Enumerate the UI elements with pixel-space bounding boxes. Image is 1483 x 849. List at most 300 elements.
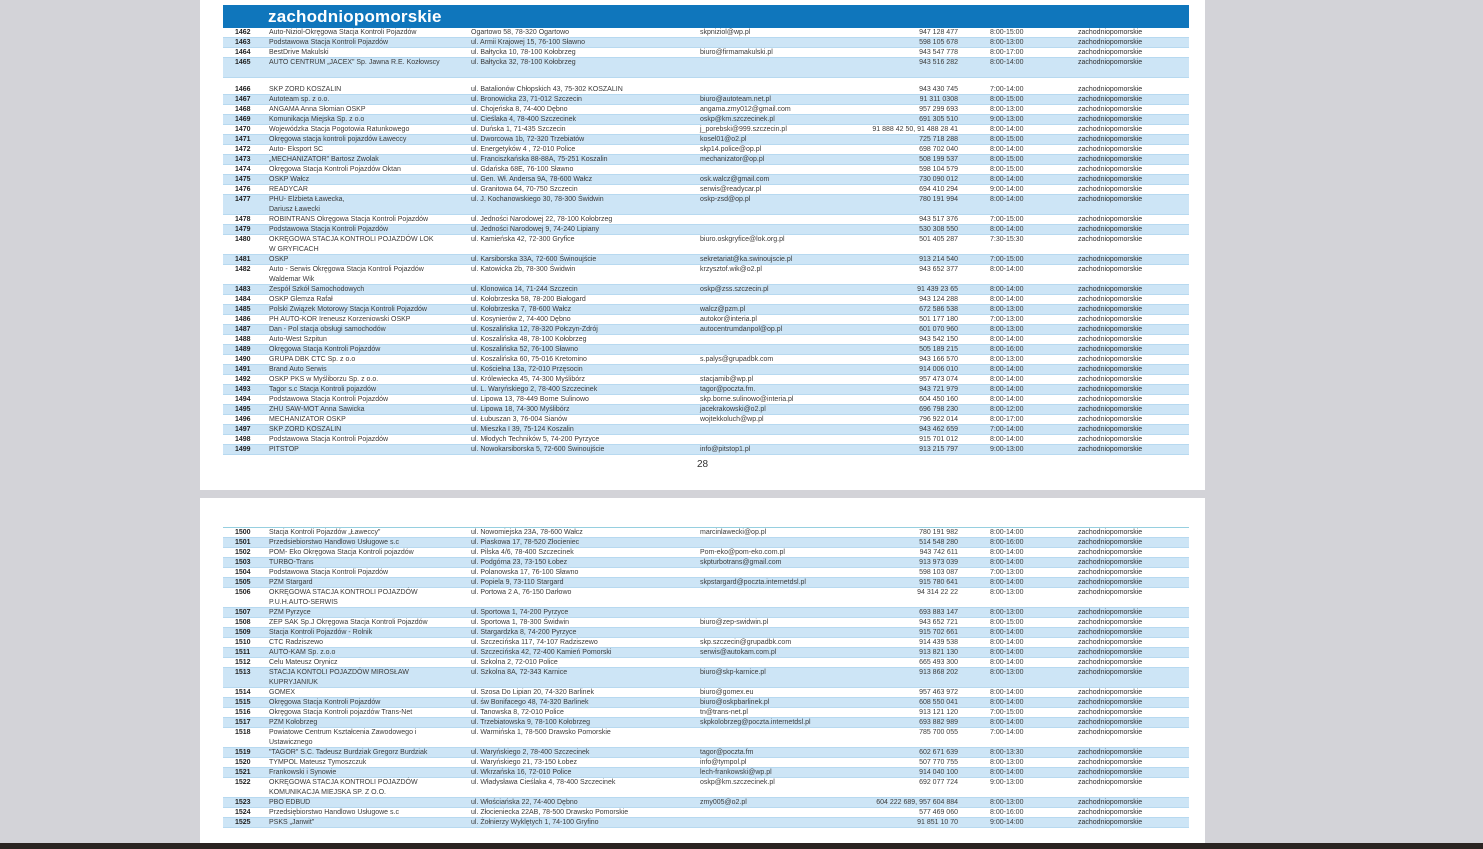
table-row bbox=[223, 185, 1189, 195]
table-row bbox=[223, 48, 1189, 58]
cell-name: Podstawowa Stacja Kontroli Pojazdów bbox=[269, 396, 389, 403]
cell-name: OSKP PKS w Myśliborzu Sp. z o.o. bbox=[269, 376, 379, 383]
cell-name: Polski Związek Motorowy Stacja Kontroli Pojazdów bbox=[269, 306, 427, 313]
stations-table-page2 bbox=[223, 527, 1189, 828]
cell-region: zachodniopomorskie bbox=[1078, 779, 1143, 786]
cell-region: zachodniopomorskie bbox=[1078, 669, 1143, 676]
cell-number: 1524 bbox=[235, 809, 251, 816]
cell-name: Przedsiębiorstwo Handlowo Usługowe s.c bbox=[269, 809, 399, 816]
table-row bbox=[223, 768, 1189, 778]
cell-hours: 9:00-14:00 bbox=[990, 186, 1024, 193]
cell-phone: 943 742 611 bbox=[919, 549, 958, 556]
cell-email: zmy005@o2.pl bbox=[700, 799, 747, 806]
cell-address: ul. Sportowa 1, 78-300 Świdwin bbox=[471, 619, 570, 626]
cell-address: ul. Łubuszan 3, 76-004 Sianów bbox=[471, 416, 568, 423]
table-row bbox=[223, 365, 1189, 375]
cell-phone: 665 493 300 bbox=[919, 659, 958, 666]
table-row bbox=[223, 105, 1189, 115]
cell-phone: 943 652 377 bbox=[919, 266, 958, 273]
cell-number: 1498 bbox=[235, 436, 251, 443]
cell-region: zachodniopomorskie bbox=[1078, 719, 1143, 726]
table-row bbox=[223, 758, 1189, 768]
cell-phone: 796 922 014 bbox=[919, 416, 958, 423]
cell-phone: 957 299 693 bbox=[919, 106, 958, 113]
cell-phone: 693 883 147 bbox=[919, 609, 958, 616]
cell-region: zachodniopomorskie bbox=[1078, 166, 1143, 173]
cell-email: jacekrakowski@o2.pl bbox=[700, 406, 766, 413]
cell-phone: 947 128 477 bbox=[919, 29, 958, 36]
cell-hours: 8:00-14:00 bbox=[990, 59, 1024, 66]
cell-email: sekretariat@ka.swinoujscie.pl bbox=[700, 256, 793, 263]
cell-number: 1472 bbox=[235, 146, 251, 153]
cell-number: 1486 bbox=[235, 316, 251, 323]
cell-email: biuro@oskpbarlinek.pl bbox=[700, 699, 770, 706]
cell-name: POM- Eko Okręgowa Stacja Kontroli pojazdów bbox=[269, 549, 414, 556]
cell-name: SKP ZORD KOSZALIN bbox=[269, 86, 342, 93]
cell-address: ul. Nowomiejska 23A, 78-600 Wałcz bbox=[471, 529, 583, 536]
cell-name: Komunikacja Miejska Sp. z o.o bbox=[269, 116, 365, 123]
cell-number: 1475 bbox=[235, 176, 251, 183]
cell-number: 1517 bbox=[235, 719, 251, 726]
cell-hours: 7:00-14:00 bbox=[990, 86, 1024, 93]
cell-hours: 9:00-13:00 bbox=[990, 446, 1024, 453]
cell-number: 1523 bbox=[235, 799, 251, 806]
cell-region: zachodniopomorskie bbox=[1078, 49, 1143, 56]
cell-name: Brand Auto Serwis bbox=[269, 366, 327, 373]
cell-phone: 943 516 282 bbox=[919, 59, 958, 66]
cell-address: ul. Karsiborska 33A, 72-600 Świnoujście bbox=[471, 256, 597, 263]
cell-address: ul. Trzebiatowska 9, 78-100 Kołobrzeg bbox=[471, 719, 591, 726]
cell-name: „MECHANIZATOR” Bartosz Zwolak bbox=[269, 156, 379, 163]
cell-region: zachodniopomorskie bbox=[1078, 819, 1143, 826]
cell-email: skpstargard@poczta.internetdsl.pl bbox=[700, 579, 806, 586]
cell-region: zachodniopomorskie bbox=[1078, 126, 1143, 133]
cell-address: ul. Koszalińska 60, 75-016 Kretomino bbox=[471, 356, 587, 363]
spacer-row bbox=[223, 78, 1189, 85]
cell-name: OKRĘGOWA STACJA KONTROLI POJAZDÓW KOMUNIKACJA MIEJSKA SP. Z O.O. bbox=[269, 779, 418, 796]
table-row bbox=[223, 658, 1189, 668]
cell-hours: 8:00-15:00 bbox=[990, 166, 1024, 173]
cell-number: 1497 bbox=[235, 426, 251, 433]
table-row bbox=[223, 225, 1189, 235]
cell-hours: 8:00-13:00 bbox=[990, 106, 1024, 113]
table-row bbox=[223, 588, 1189, 608]
cell-number: 1474 bbox=[235, 166, 251, 173]
cell-phone: 672 586 538 bbox=[919, 306, 958, 313]
cell-address: ul. Koszalińska 52, 76-100 Sławno bbox=[471, 346, 579, 353]
cell-phone: 501 177 180 bbox=[919, 316, 958, 323]
cell-hours: 8:00-14:00 bbox=[990, 296, 1024, 303]
cell-number: 1465 bbox=[235, 59, 251, 66]
cell-region: zachodniopomorskie bbox=[1078, 629, 1143, 636]
cell-hours: 8:00-14:00 bbox=[990, 126, 1024, 133]
page-28 bbox=[200, 0, 1205, 490]
cell-hours: 8:00-14:00 bbox=[990, 689, 1024, 696]
cell-name: PZM Stargard bbox=[269, 579, 313, 586]
cell-number: 1462 bbox=[235, 29, 251, 36]
cell-phone: 577 469 060 bbox=[919, 809, 958, 816]
cell-address: ul. Bałtycka 10, 78-100 Kołobrzeg bbox=[471, 49, 576, 56]
cell-phone: 943 462 659 bbox=[919, 426, 958, 433]
cell-name: Stacja Kontroli Pojazdów - Rolnik bbox=[269, 629, 373, 636]
cell-address: ul. Bałtycka 32, 78-100 Kołobrzeg bbox=[471, 59, 576, 66]
cell-hours: 8:00-15:00 bbox=[990, 619, 1024, 626]
cell-email: skp.szczecin@grupadbk.com bbox=[700, 639, 792, 646]
cell-phone: 602 671 639 bbox=[919, 749, 958, 756]
cell-number: 1489 bbox=[235, 346, 251, 353]
cell-hours: 8:00-14:00 bbox=[990, 336, 1024, 343]
cell-number: 1490 bbox=[235, 356, 251, 363]
cell-hours: 8:00-14:00 bbox=[990, 176, 1024, 183]
cell-region: zachodniopomorskie bbox=[1078, 316, 1143, 323]
cell-name: Wojewódzka Stacja Pogotowia Ratunkowego bbox=[269, 126, 410, 133]
table-row bbox=[223, 345, 1189, 355]
cell-hours: 8:00-14:00 bbox=[990, 366, 1024, 373]
cell-phone: 913 973 039 bbox=[919, 559, 958, 566]
table-row bbox=[223, 335, 1189, 345]
cell-number: 1495 bbox=[235, 406, 251, 413]
table-row bbox=[223, 435, 1189, 445]
table-row bbox=[223, 538, 1189, 548]
cell-email: biuro@zep-swidwin.pl bbox=[700, 619, 769, 626]
cell-region: zachodniopomorskie bbox=[1078, 346, 1143, 353]
cell-hours: 8:00-14:00 bbox=[990, 639, 1024, 646]
cell-phone: 957 463 972 bbox=[919, 689, 958, 696]
cell-region: zachodniopomorskie bbox=[1078, 396, 1143, 403]
cell-phone: 914 006 010 bbox=[919, 366, 958, 373]
cell-phone: 530 308 550 bbox=[919, 226, 958, 233]
cell-region: zachodniopomorskie bbox=[1078, 759, 1143, 766]
cell-hours: 8:00-14:00 bbox=[990, 769, 1024, 776]
cell-email: oskp@km.szczecinek.pl bbox=[700, 779, 775, 786]
cell-address: ul. Waryńskiego 2, 78-400 Szczecinek bbox=[471, 749, 590, 756]
table-row bbox=[223, 718, 1189, 728]
cell-phone: 505 189 215 bbox=[919, 346, 958, 353]
cell-number: 1504 bbox=[235, 569, 251, 576]
table-row bbox=[223, 528, 1189, 538]
cell-phone: 957 473 074 bbox=[919, 376, 958, 383]
cell-hours: 8:00-12:00 bbox=[990, 406, 1024, 413]
cell-address: ul. Klonowica 14, 71-244 Szczecin bbox=[471, 286, 578, 293]
cell-address: ul. Kosynierów 2, 74-400 Dębno bbox=[471, 316, 571, 323]
cell-number: 1507 bbox=[235, 609, 251, 616]
cell-address: ul. Jedności Narodowej 22, 78-100 Kołobrzeg bbox=[471, 216, 613, 223]
cell-name: OKRĘGOWA STACJA KONTROLI POJAZDÓW LOK W GRYFICACH bbox=[269, 236, 434, 253]
cell-address: ul. Królewiecka 45, 74-300 Myślibórz bbox=[471, 376, 585, 383]
cell-name: Autoteam sp. z o.o. bbox=[269, 96, 330, 103]
cell-hours: 8:00-14:00 bbox=[990, 549, 1024, 556]
table-row bbox=[223, 395, 1189, 405]
cell-region: zachodniopomorskie bbox=[1078, 116, 1143, 123]
cell-number: 1494 bbox=[235, 396, 251, 403]
cell-phone: 604 222 689, 957 604 884 bbox=[876, 799, 958, 806]
cell-name: OSKP Wałcz bbox=[269, 176, 310, 183]
cell-address: ul. Gdańska 68E, 76-100 Sławno bbox=[471, 166, 574, 173]
table-row bbox=[223, 325, 1189, 335]
table-row bbox=[223, 798, 1189, 808]
cell-number: 1476 bbox=[235, 186, 251, 193]
cell-address: ul. Nowokarsiborska 5, 72-600 Świnoujście bbox=[471, 446, 605, 453]
cell-region: zachodniopomorskie bbox=[1078, 366, 1143, 373]
cell-address: ul. Franciszkańska 88-88A, 75-251 Koszalin bbox=[471, 156, 608, 163]
cell-phone: 693 882 989 bbox=[919, 719, 958, 726]
cell-region: zachodniopomorskie bbox=[1078, 176, 1143, 183]
cell-number: 1488 bbox=[235, 336, 251, 343]
table-row bbox=[223, 175, 1189, 185]
cell-name: Powiatowe Centrum Kształcenia Zawodowego i Ustawicznego bbox=[269, 729, 417, 746]
cell-phone: 943 542 150 bbox=[919, 336, 958, 343]
cell-number: 1463 bbox=[235, 39, 251, 46]
table-row bbox=[223, 315, 1189, 325]
cell-address: ul. Koszalińska 48, 78-100 Kołobrzeg bbox=[471, 336, 587, 343]
cell-number: 1493 bbox=[235, 386, 251, 393]
cell-name: MECHANIZATOR OSKP bbox=[269, 416, 346, 423]
cell-address: ul. Kościelna 13a, 72-010 Przęsocin bbox=[471, 366, 583, 373]
cell-hours: 8:00-15:00 bbox=[990, 96, 1024, 103]
table-row bbox=[223, 708, 1189, 718]
cell-number: 1512 bbox=[235, 659, 251, 666]
cell-address: ul. Stargardzka 8, 74-200 Pyrzyce bbox=[471, 629, 577, 636]
cell-name: Okręgowa Stacja Kontroli pojazdów Trans-Net bbox=[269, 709, 413, 716]
cell-region: zachodniopomorskie bbox=[1078, 96, 1143, 103]
cell-email: tagor@poczta.fm bbox=[700, 749, 754, 756]
cell-email: info@pitstop1.pl bbox=[700, 446, 751, 453]
cell-email: serwis@autokam.com.pl bbox=[700, 649, 777, 656]
cell-name: ROBINTRANS Okręgowa Stacja Kontroli Pojazdów bbox=[269, 216, 429, 223]
cell-region: zachodniopomorskie bbox=[1078, 659, 1143, 666]
cell-address: ul. Sportowa 1, 74-200 Pyrzyce bbox=[471, 609, 569, 616]
cell-region: zachodniopomorskie bbox=[1078, 156, 1143, 163]
cell-hours: 8:00-14:00 bbox=[990, 649, 1024, 656]
cell-region: zachodniopomorskie bbox=[1078, 699, 1143, 706]
cell-number: 1473 bbox=[235, 156, 251, 163]
cell-hours: 8:00-14:00 bbox=[990, 396, 1024, 403]
cell-hours: 8:00-13:00 bbox=[990, 759, 1024, 766]
cell-address: ul. Szczecińska 42, 72-400 Kamień Pomorski bbox=[471, 649, 612, 656]
cell-name: OSKP bbox=[269, 256, 289, 263]
cell-address: ul. Portowa 2 A, 76-150 Darłowo bbox=[471, 589, 572, 596]
table-row bbox=[223, 628, 1189, 638]
cell-number: 1503 bbox=[235, 559, 251, 566]
cell-address: ul. Popiela 9, 73-110 Stargard bbox=[471, 579, 564, 586]
table-row bbox=[223, 668, 1189, 688]
cell-name: "TAGOR" S.C. Tadeusz Burdziak Gregorz Burdziak bbox=[269, 749, 428, 756]
table-row bbox=[223, 295, 1189, 305]
cell-name: PITSTOP bbox=[269, 446, 299, 453]
cell-hours: 8:00-13:30 bbox=[990, 749, 1024, 756]
cell-name: Frankowski i Synowie bbox=[269, 769, 337, 776]
table-row bbox=[223, 688, 1189, 698]
table-row bbox=[223, 548, 1189, 558]
cell-email: biuro@skp-karnice.pl bbox=[700, 669, 766, 676]
cell-name: READYCAR bbox=[269, 186, 308, 193]
cell-email: s.palys@grupadbk.com bbox=[700, 356, 774, 363]
stations-table-page1 bbox=[223, 5, 1189, 455]
cell-hours: 8:00-14:00 bbox=[990, 226, 1024, 233]
cell-address: ul. Kołobrzeska 58, 78-200 Białogard bbox=[471, 296, 586, 303]
cell-region: zachodniopomorskie bbox=[1078, 196, 1143, 203]
cell-name: Okręgowa Stacja Kontroli Pojazdów bbox=[269, 699, 381, 706]
table-row bbox=[223, 748, 1189, 758]
cell-hours: 8:00-17:00 bbox=[990, 49, 1024, 56]
cell-address: ul. Szkolna 8A, 72-343 Karnice bbox=[471, 669, 568, 676]
cell-address: Ogartowo 58, 78-320 Ogartowo bbox=[471, 29, 570, 36]
cell-hours: 8:00-13:00 bbox=[990, 589, 1024, 596]
cell-address: ul. Polanowska 17, 76-100 Sławno bbox=[471, 569, 579, 576]
cell-phone: 601 070 960 bbox=[919, 326, 958, 333]
cell-region: zachodniopomorskie bbox=[1078, 569, 1143, 576]
cell-phone: 691 305 510 bbox=[919, 116, 958, 123]
cell-number: 1468 bbox=[235, 106, 251, 113]
cell-hours: 7:00-15:00 bbox=[990, 709, 1024, 716]
cell-email: oskp@km.szczecinek.pl bbox=[700, 116, 775, 123]
cell-region: zachodniopomorskie bbox=[1078, 426, 1143, 433]
cell-number: 1506 bbox=[235, 589, 251, 596]
cell-phone: 698 702 040 bbox=[919, 146, 958, 153]
cell-number: 1502 bbox=[235, 549, 251, 556]
table-row bbox=[223, 38, 1189, 48]
cell-region: zachodniopomorskie bbox=[1078, 619, 1143, 626]
table-row bbox=[223, 265, 1189, 285]
cell-name: Podstawowa Stacja Kontroli Pojazdów bbox=[269, 436, 389, 443]
cell-number: 1484 bbox=[235, 296, 251, 303]
cell-region: zachodniopomorskie bbox=[1078, 406, 1143, 413]
cell-number: 1479 bbox=[235, 226, 251, 233]
cell-hours: 8:00-14:00 bbox=[990, 629, 1024, 636]
cell-region: zachodniopomorskie bbox=[1078, 769, 1143, 776]
cell-email: skpniziol@wp.pl bbox=[700, 29, 751, 36]
cell-phone: 91 439 23 65 bbox=[917, 286, 958, 293]
cell-name: AUTO CENTRUM „JACEX” Sp. Jawna R.E. Kozłowscy bbox=[269, 59, 440, 66]
table-row bbox=[223, 618, 1189, 628]
cell-hours: 8:00-16:00 bbox=[990, 539, 1024, 546]
cell-number: 1483 bbox=[235, 286, 251, 293]
cell-region: zachodniopomorskie bbox=[1078, 749, 1143, 756]
cell-address: ul. Pilska 4/6, 78-400 Szczecinek bbox=[471, 549, 574, 556]
cell-region: zachodniopomorskie bbox=[1078, 609, 1143, 616]
cell-number: 1492 bbox=[235, 376, 251, 383]
table-row bbox=[223, 385, 1189, 395]
cell-number: 1515 bbox=[235, 699, 251, 706]
cell-hours: 7:00-13:00 bbox=[990, 569, 1024, 576]
bottom-bar bbox=[0, 843, 1483, 849]
table-row bbox=[223, 728, 1189, 748]
cell-phone: 730 090 012 bbox=[919, 176, 958, 183]
cell-email: skp.borne.sulinowo@interia.pl bbox=[700, 396, 794, 403]
cell-email: serwis@readycar.pl bbox=[700, 186, 762, 193]
cell-hours: 7:00-14:00 bbox=[990, 729, 1024, 736]
cell-region: zachodniopomorskie bbox=[1078, 649, 1143, 656]
cell-address: ul. Władysława Cieślaka 4, 78-400 Szczecinek bbox=[471, 779, 616, 786]
cell-phone: 94 314 22 22 bbox=[917, 589, 958, 596]
cell-name: Podstawowa Stacja Kontroli Pojazdów bbox=[269, 39, 389, 46]
cell-email: oskp-zsd@op.pl bbox=[700, 196, 751, 203]
cell-name: PSKS „Janwit” bbox=[269, 819, 315, 826]
cell-address: ul. Warmińska 1, 78-500 Drawsko Pomorskie bbox=[471, 729, 611, 736]
cell-address: ul. Piaskowa 17, 78-520 Złocieniec bbox=[471, 539, 580, 546]
region-header bbox=[223, 5, 1189, 28]
cell-address: ul. Szczecińska 117, 74-107 Radziszewo bbox=[471, 639, 598, 646]
cell-name: TURBO-Trans bbox=[269, 559, 314, 566]
cell-address: ul. Lipowa 13, 78-449 Borne Sulinowo bbox=[471, 396, 589, 403]
cell-address: ul. Tanowska 8, 72-010 Police bbox=[471, 709, 564, 716]
cell-hours: 8:00-17:00 bbox=[990, 416, 1024, 423]
cell-phone: 780 191 982 bbox=[919, 529, 958, 536]
cell-name: AUTO-KAM Sp. z.o.o bbox=[269, 649, 336, 656]
cell-address: ul. Energetyków 4 , 72-010 Police bbox=[471, 146, 576, 153]
cell-number: 1519 bbox=[235, 749, 251, 756]
cell-email: krzysztof.wik@o2.pl bbox=[700, 266, 762, 273]
cell-address: ul. Podgórna 23, 73-150 Łobez bbox=[471, 559, 568, 566]
cell-hours: 8:00-13:00 bbox=[990, 306, 1024, 313]
cell-email: autocentrumdanpol@op.pl bbox=[700, 326, 783, 333]
cell-name: Celu Mateusz Orynicz bbox=[269, 659, 338, 666]
cell-phone: 780 191 994 bbox=[919, 196, 958, 203]
cell-phone: 915 701 012 bbox=[919, 436, 958, 443]
cell-hours: 8:00-14:00 bbox=[990, 699, 1024, 706]
cell-region: zachodniopomorskie bbox=[1078, 226, 1143, 233]
cell-region: zachodniopomorskie bbox=[1078, 689, 1143, 696]
cell-address: ul. św Bonifacego 48, 74-320 Barlinek bbox=[471, 699, 589, 706]
cell-hours: 8:00-14:00 bbox=[990, 719, 1024, 726]
cell-phone: 696 798 230 bbox=[919, 406, 958, 413]
cell-number: 1499 bbox=[235, 446, 251, 453]
cell-address: ul. Złocieniecka 22AB, 78-500 Drawsko Pomorskie bbox=[471, 809, 629, 816]
cell-phone: 915 780 641 bbox=[919, 579, 958, 586]
cell-address: ul. Granitowa 64, 70-750 Szczecin bbox=[471, 186, 578, 193]
cell-hours: 8:00-13:00 bbox=[990, 326, 1024, 333]
cell-phone: 785 700 055 bbox=[919, 729, 958, 736]
cell-address: ul. Szosa Do Lipian 20, 74-320 Barlinek bbox=[471, 689, 594, 696]
cell-hours: 9:00-13:00 bbox=[990, 779, 1024, 786]
cell-phone: 943 517 376 bbox=[919, 216, 958, 223]
table-row bbox=[223, 415, 1189, 425]
cell-hours: 8:00-14:00 bbox=[990, 266, 1024, 273]
cell-hours: 8:00-14:00 bbox=[990, 559, 1024, 566]
table-row bbox=[223, 355, 1189, 365]
table-row bbox=[223, 145, 1189, 155]
cell-hours: 8:00-14:00 bbox=[990, 579, 1024, 586]
cell-name: ANGAMA Anna Słomian OSKP bbox=[269, 106, 366, 113]
cell-number: 1518 bbox=[235, 729, 251, 736]
cell-hours: 9:00-13:00 bbox=[990, 116, 1024, 123]
cell-hours: 7:00-15:00 bbox=[990, 216, 1024, 223]
table-row bbox=[223, 165, 1189, 175]
cell-address: ul. L. Waryńskiego 2, 78-400 Szczecinek bbox=[471, 386, 598, 393]
cell-name: Auto-Niziol-Okręgowa Stacja Kontroli Pojazdów bbox=[269, 29, 417, 36]
cell-region: zachodniopomorskie bbox=[1078, 59, 1143, 66]
cell-hours: 8:00-15:00 bbox=[990, 29, 1024, 36]
cell-phone: 598 105 678 bbox=[919, 39, 958, 46]
cell-phone: 508 199 537 bbox=[919, 156, 958, 163]
cell-phone: 91 311 0308 bbox=[919, 96, 958, 103]
cell-number: 1467 bbox=[235, 96, 251, 103]
cell-hours: 8:00-14:00 bbox=[990, 386, 1024, 393]
cell-phone: 514 548 280 bbox=[919, 539, 958, 546]
cell-address: ul. Dworcowa 1b, 72-320 Trzebiatów bbox=[471, 136, 585, 143]
cell-hours: 8:00-16:00 bbox=[990, 809, 1024, 816]
cell-name: Okręgowa Stacja Kontroli Pojazdów bbox=[269, 346, 381, 353]
table-row bbox=[223, 125, 1189, 135]
cell-number: 1511 bbox=[235, 649, 251, 656]
cell-email: stacjamib@wp.pl bbox=[700, 376, 754, 383]
cell-address: ul. Bronowicka 23, 71-012 Szczecin bbox=[471, 96, 582, 103]
cell-name: BestDrive Makulski bbox=[269, 49, 329, 56]
cell-number: 1516 bbox=[235, 709, 251, 716]
cell-address: ul. Lipowa 18, 74-300 Myślibórz bbox=[471, 406, 570, 413]
cell-address: ul. Cieślaka 4, 78-400 Szczecinek bbox=[471, 116, 577, 123]
cell-region: zachodniopomorskie bbox=[1078, 186, 1143, 193]
